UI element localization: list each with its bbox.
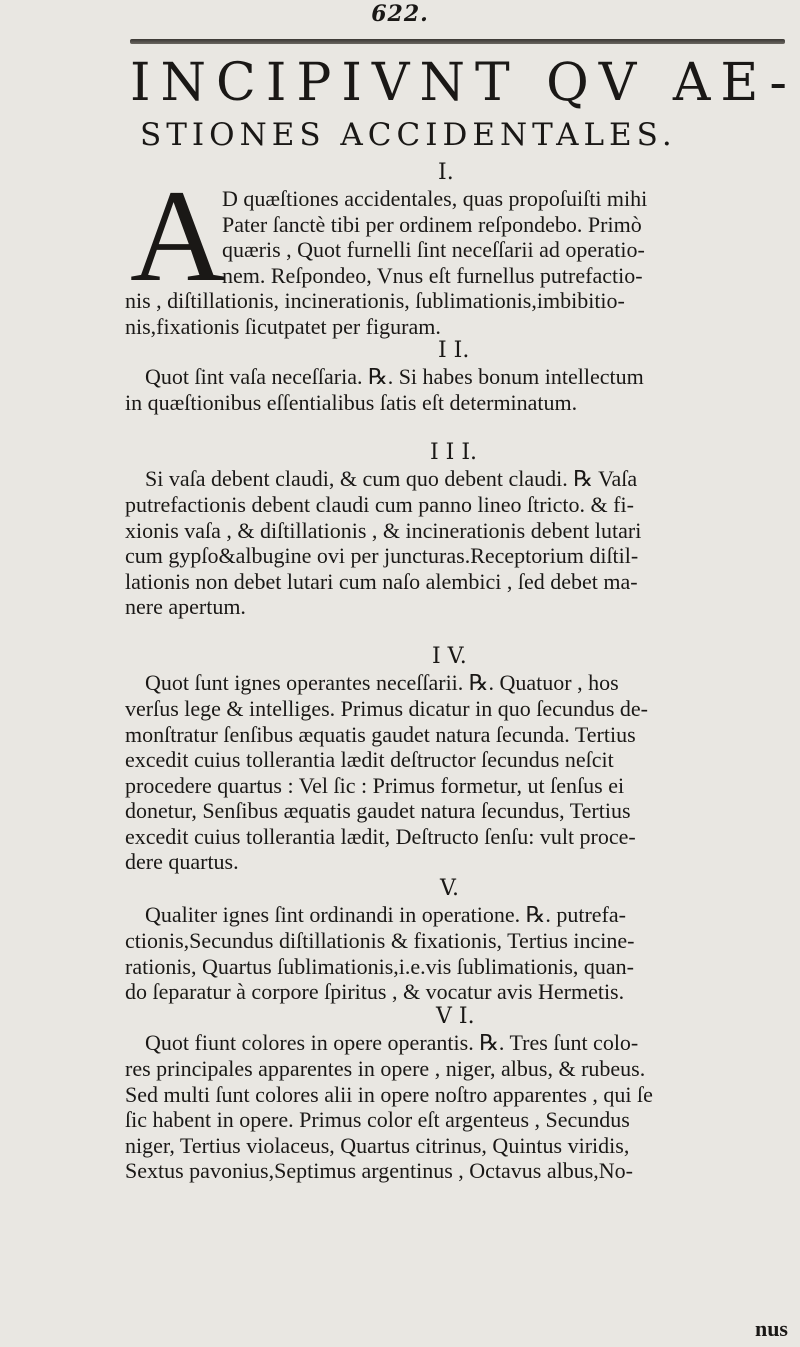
- text-line: procedere quartus : Vel ſic : Primus formetur, ut ſenſus ei: [125, 772, 625, 798]
- text-line: nem. Reſpondeo, Vnus eſt furnellus putrefactio-: [222, 262, 643, 288]
- text-line: ctionis,Secundus diſtillationis & fixationis, Tertius incine-: [125, 928, 635, 953]
- text-line: excedit cuius tollerantia lædit deſtructor ſecundus neſcit: [125, 747, 614, 772]
- section-numeral-2: I I.: [438, 338, 470, 363]
- catchword: nus: [754, 1316, 788, 1341]
- section-5-text: [145, 902, 790, 928]
- section-3-text: [145, 466, 790, 492]
- section-1-indented-text: [222, 186, 790, 288]
- chapter-title-line2: STIONES ACCIDENTALES.: [140, 117, 677, 153]
- text-line: monſtratur ſenſibus æquatis gaudet natura ſecunda. Tertius: [125, 721, 636, 747]
- text-line: res principales apparentes in opere , niger, albus, & rubeus.: [125, 1056, 646, 1081]
- page-number: 622.: [371, 1, 429, 27]
- text-line: Pater ſanctè tibi per ordinem reſpondebo. Primò: [222, 211, 642, 237]
- text-line: donetur, Senſibus æquatis gaudet natura ſecundus, Tertius: [125, 798, 631, 823]
- text-line: quæris , Quot furnelli ſint neceſſarii ad operatio-: [222, 237, 645, 262]
- section-1-text: [125, 288, 790, 339]
- text-line: do ſeparatur à corpore ſpiritus , & vocatur avis Hermetis.: [125, 979, 625, 1004]
- section-6-text: [145, 1030, 790, 1056]
- section-4-text: [145, 670, 790, 696]
- section-numeral-6: V I.: [436, 1004, 475, 1029]
- text-line: putrefactionis debent claudi cum panno lineo ſtricto. & fi-: [125, 492, 634, 517]
- section-3-text-cont: [125, 492, 790, 620]
- section-5-text-cont: [125, 928, 790, 1005]
- text-line: dere quartus.: [125, 849, 239, 874]
- section-4-text-cont: [125, 696, 790, 875]
- text-line: ſic habent in opere. Primus color eſt argenteus , Secundus: [125, 1107, 630, 1132]
- text-line: nere apertum.: [125, 594, 246, 619]
- text-line: Si vaſa debent claudi, & cum quo debent claudi. ℞ Vaſa: [145, 466, 638, 491]
- text-line: Qualiter ignes ſint ordinandi in operatione. ℞. putrefa-: [145, 902, 626, 927]
- section-2-text: [145, 364, 790, 390]
- header-rule: [130, 39, 785, 44]
- text-line: verſus lege & intelliges. Primus dicatur in quo ſecundus de-: [125, 696, 649, 721]
- text-line: cum gypſo&albugine ovi per juncturas.Receptorium diſtil-: [125, 543, 639, 568]
- text-line: lationis non debet lutari cum naſo alembici , ſed debet ma-: [125, 568, 638, 594]
- text-line: Sextus pavonius,Septimus argentinus , Octavus albus,No-: [125, 1158, 633, 1183]
- text-line: Quot ſunt ignes operantes neceſſarii. ℞. Quatuor , hos: [145, 670, 619, 695]
- text-line: in quæſtionibus eſſentialibus ſatis eſt determinatum.: [125, 390, 578, 415]
- text-line: excedit cuius tollerantia lædit, Deſtructo ſenſu: vult proce-: [125, 823, 636, 849]
- text-line: nis , diſtillationis, incinerationis, ſublimationis,imbibitio-: [125, 288, 625, 313]
- section-2-text-cont: [125, 390, 790, 416]
- section-numeral-3: I I I.: [430, 440, 478, 465]
- text-line: niger, Tertius violaceus, Quartus citrinus, Quintus viridis,: [125, 1132, 630, 1158]
- section-numeral-5: V.: [440, 876, 460, 901]
- text-line: rationis, Quartus ſublimationis,i.e.vis ſublimationis, quan-: [125, 953, 635, 979]
- drop-cap: A: [130, 162, 226, 309]
- text-line: D quæſtiones accidentales, quas propoſuiſti mihi: [222, 186, 648, 211]
- section-numeral-1: I.: [438, 160, 454, 185]
- section-6-text-cont: [125, 1056, 790, 1184]
- text-line: nis,fixationis ſicutpatet per figuram.: [125, 313, 441, 339]
- text-line: Quot fiunt colores in opere operantis. ℞. Tres ſunt colo-: [145, 1030, 639, 1055]
- section-numeral-4: I V.: [432, 644, 467, 669]
- chapter-title-line1: INCIPIVNT QV AE-: [130, 53, 797, 113]
- text-line: xionis vaſa , & diſtillationis , & incinerationis debent lutari: [125, 517, 642, 543]
- text-line: Sed multi ſunt colores alii in opere noſtro apparentes , qui ſe: [125, 1081, 653, 1107]
- text-line: Quot ſint vaſa neceſſaria. ℞. Si habes bonum intellectum: [145, 364, 644, 389]
